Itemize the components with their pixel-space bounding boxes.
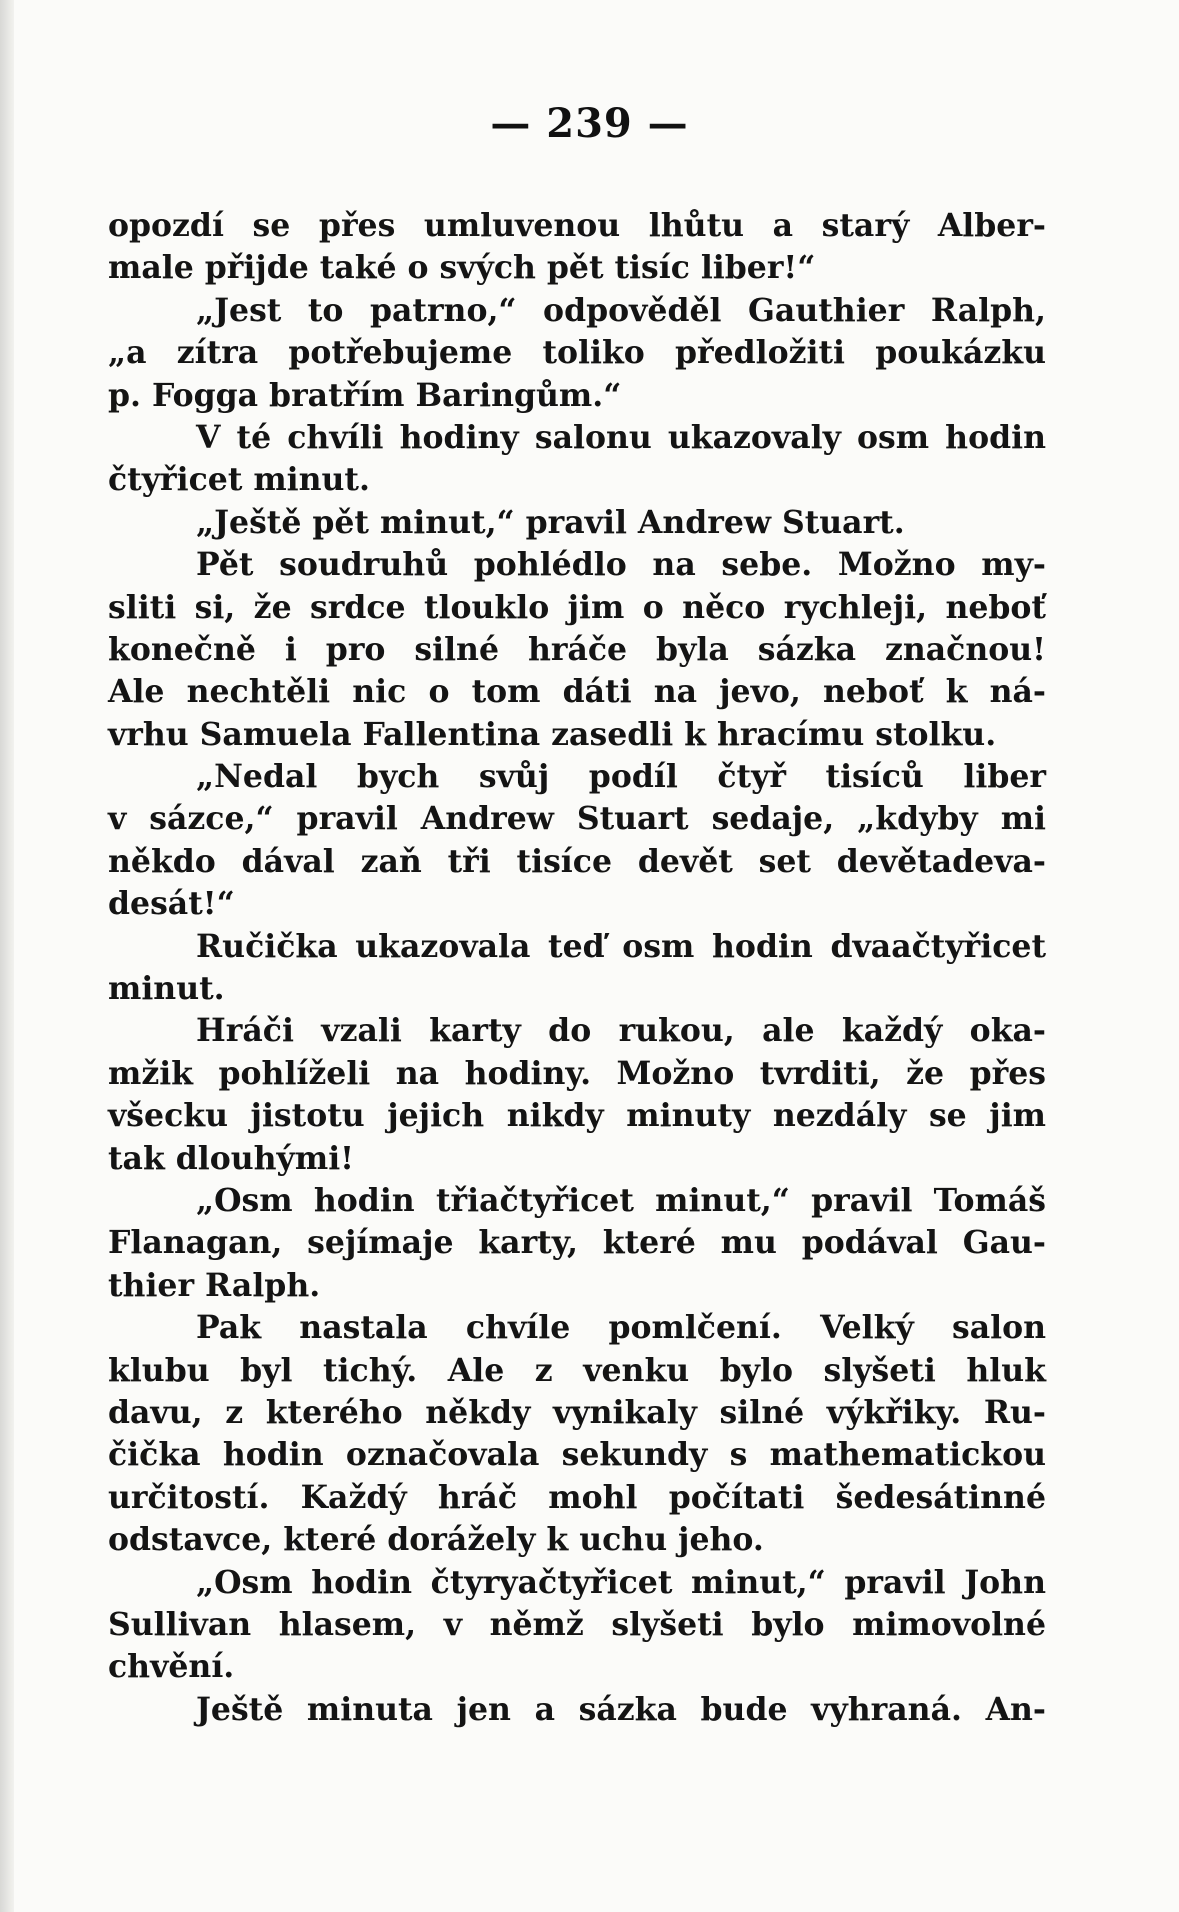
text-line: p. Fogga bratřím Baringům.“ — [108, 376, 622, 414]
text-line: čička hodin označovala sekundy s mathematickou — [108, 1436, 1046, 1474]
page-edge — [0, 0, 14, 1912]
text-line: čtyřicet minut. — [108, 461, 370, 499]
text-line: mžik pohlíželi na hodiny. Možno tvrditi, že přes — [108, 1054, 1046, 1092]
text-line: davu, z kterého někdy vynikaly silné výkřiky. Ru- — [108, 1393, 1046, 1431]
text-line: Hráči vzali karty do rukou, ale každý oka- — [196, 1012, 1046, 1050]
text-line: konečně i pro silné hráče byla sázka značnou! — [108, 630, 1046, 668]
text-line: male přijde také o svých pět tisíc liber!“ — [108, 249, 816, 287]
text-line: Ale nechtěli nic o tom dáti na jevo, neboť k ná- — [108, 673, 1046, 711]
text-line: desát!“ — [108, 885, 235, 923]
text-line: někdo dával zaň tři tisíce devět set devětadeva- — [108, 842, 1046, 880]
text-line: chvění. — [108, 1648, 235, 1686]
text-line: Sullivan hlasem, v němž slyšeti bylo mimovolné — [108, 1605, 1046, 1643]
text-line: všecku jistotu jejich nikdy minuty nezdály se jim — [108, 1097, 1046, 1135]
body-text — [108, 205, 1046, 1731]
text-line: „Osm hodin třiačtyřicet minut,“ pravil Tomáš — [196, 1181, 1046, 1219]
text-line: tak dlouhými! — [108, 1139, 354, 1177]
text-line: thier Ralph. — [108, 1266, 321, 1304]
text-line: Flanagan, sejímaje karty, které mu podával Gau- — [108, 1224, 1046, 1262]
text-line: v sázce,“ pravil Andrew Stuart sedaje, „kdyby mi — [108, 800, 1046, 838]
text-line: „Nedal bych svůj podíl čtyř tisíců liber — [196, 758, 1046, 796]
text-line: Ještě minuta jen a sázka bude vyhraná. An- — [196, 1690, 1046, 1728]
text-line: „Jest to patrno,“ odpověděl Gauthier Ralph, — [196, 291, 1046, 329]
text-line: vrhu Samuela Fallentina zasedli k hracímu stolku. — [108, 715, 997, 753]
text-line: sliti si, že srdce tlouklo jim o něco rychleji, neboť — [108, 588, 1046, 626]
text-line: opozdí se přes umluvenou lhůtu a starý Alber- — [108, 207, 1046, 244]
text-line: Pět soudruhů pohlédlo na sebe. Možno my- — [196, 546, 1046, 584]
text-line: minut. — [108, 970, 225, 1008]
text-line: odstavce, které dorážely k uchu jeho. — [108, 1521, 764, 1559]
page-number: — 239 — — [490, 100, 689, 147]
text-line: Ručička ukazovala teď osm hodin dvaačtyřicet — [196, 927, 1046, 965]
text-line: určitostí. Každý hráč mohl počítati šedesátinné — [108, 1478, 1046, 1516]
text-line: „Osm hodin čtyryačtyřicet minut,“ pravil John — [196, 1563, 1046, 1601]
text-line: „Ještě pět minut,“ pravil Andrew Stuart. — [196, 503, 905, 541]
text-line: „a zítra potřebujeme toliko předložiti poukázku — [108, 334, 1046, 372]
text-line: Pak nastala chvíle pomlčení. Velký salon — [196, 1309, 1046, 1347]
text-line: V té chvíli hodiny salonu ukazovaly osm hodin — [196, 418, 1046, 456]
text-line: klubu byl tichý. Ale z venku bylo slyšeti hluk — [108, 1351, 1046, 1389]
